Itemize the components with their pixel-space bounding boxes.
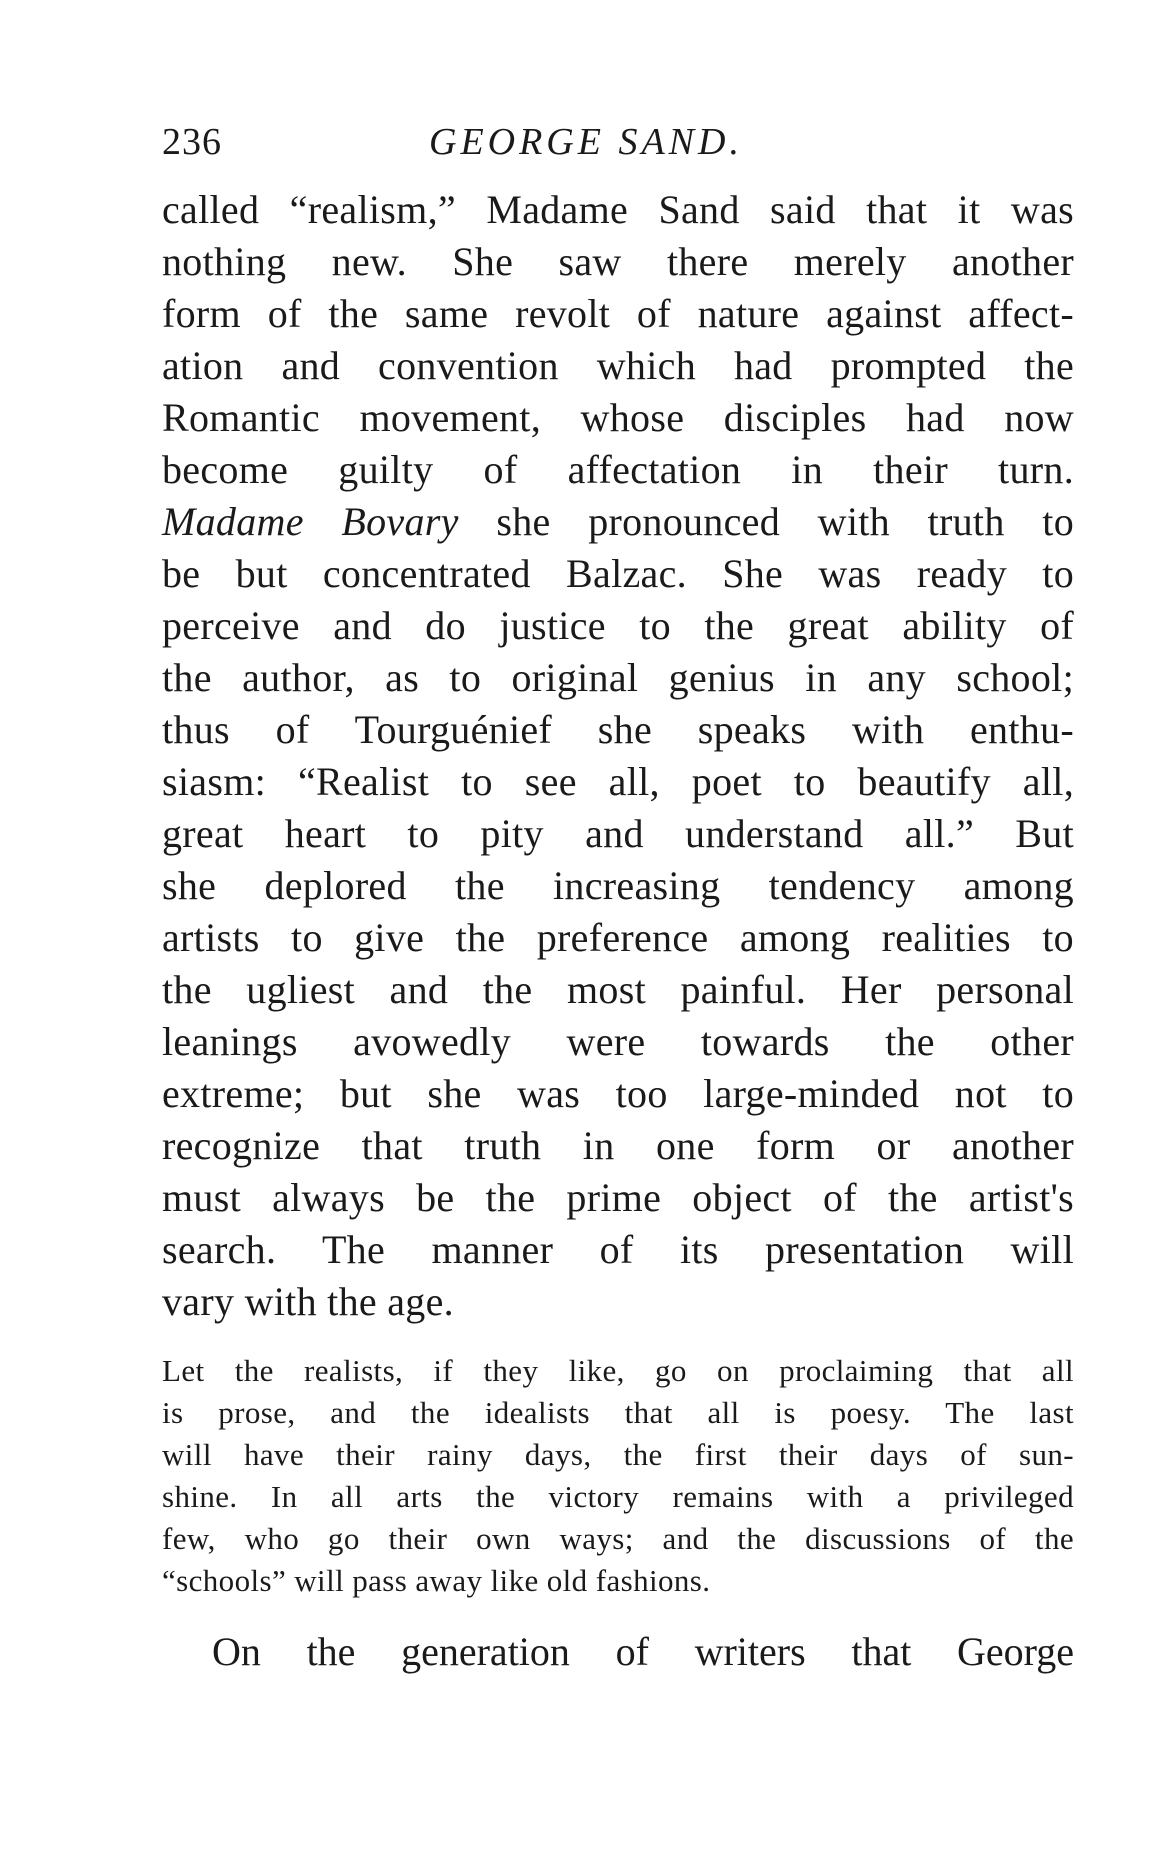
quote-line: shine. In all arts the victory remains with a privileged	[162, 1479, 1074, 1514]
text-line: great heart to pity and understand all.” But	[162, 811, 1074, 856]
text-line: Romantic movement, whose disciples had now	[162, 395, 1074, 440]
page-header	[162, 120, 1074, 178]
text-line: be but concentrated Balzac. She was ready to	[162, 551, 1074, 596]
text-line: called “realism,” Madame Sand said that it was	[162, 187, 1074, 232]
text-line: vary with the age.	[162, 1279, 454, 1324]
quote-line: Let the realists, if they like, go on proclaiming that all	[162, 1353, 1074, 1388]
main-paragraph	[162, 184, 1074, 1328]
text-line: artists to give the preference among realities to	[162, 915, 1074, 960]
quote-line: few, who go their own ways; and the discussions of the	[162, 1521, 1074, 1556]
text-line: the ugliest and the most painful. Her personal	[162, 967, 1074, 1012]
text-line: the author, as to original genius in any school;	[162, 655, 1074, 700]
quote-line: is prose, and the idealists that all is poesy. The last	[162, 1395, 1074, 1430]
text-line: become guilty of affectation in their turn.	[162, 447, 1074, 492]
text-line: she deplored the increasing tendency among	[162, 863, 1074, 908]
quote-line: “schools” will pass away like old fashions.	[162, 1563, 711, 1598]
text-line: extreme; but she was too large-minded not to	[162, 1071, 1074, 1116]
text-line: perceive and do justice to the great ability of	[162, 603, 1074, 648]
text-line: recognize that truth in one form or another	[162, 1123, 1074, 1168]
book-page	[162, 120, 1074, 1678]
text-line: form of the same revolt of nature against affect-	[162, 291, 1074, 336]
text-line-with-title	[162, 496, 1074, 548]
continuation-paragraph: On the generation of writers that George	[212, 1629, 1074, 1674]
running-title: GEORGE SAND.	[429, 121, 743, 163]
quote-line: will have their rainy days, the first their days of sun-	[162, 1437, 1074, 1472]
text-line: thus of Tourguénief she speaks with enthu-	[162, 707, 1074, 752]
page-number: 236	[162, 121, 222, 163]
text-line: ation and convention which had prompted the	[162, 343, 1074, 388]
text-line: must always be the prime object of the artist's	[162, 1175, 1074, 1220]
text-line: nothing new. She saw there merely another	[162, 239, 1074, 284]
block-quote	[162, 1350, 1074, 1602]
italic-book-title: Madame Bovary	[162, 499, 459, 544]
text-fragment: she pronounced with truth to	[458, 499, 1074, 544]
text-line: leanings avowedly were towards the other	[162, 1019, 1074, 1064]
text-line: search. The manner of its presentation will	[162, 1227, 1074, 1272]
text-line: siasm: “Realist to see all, poet to beautify all,	[162, 759, 1074, 804]
